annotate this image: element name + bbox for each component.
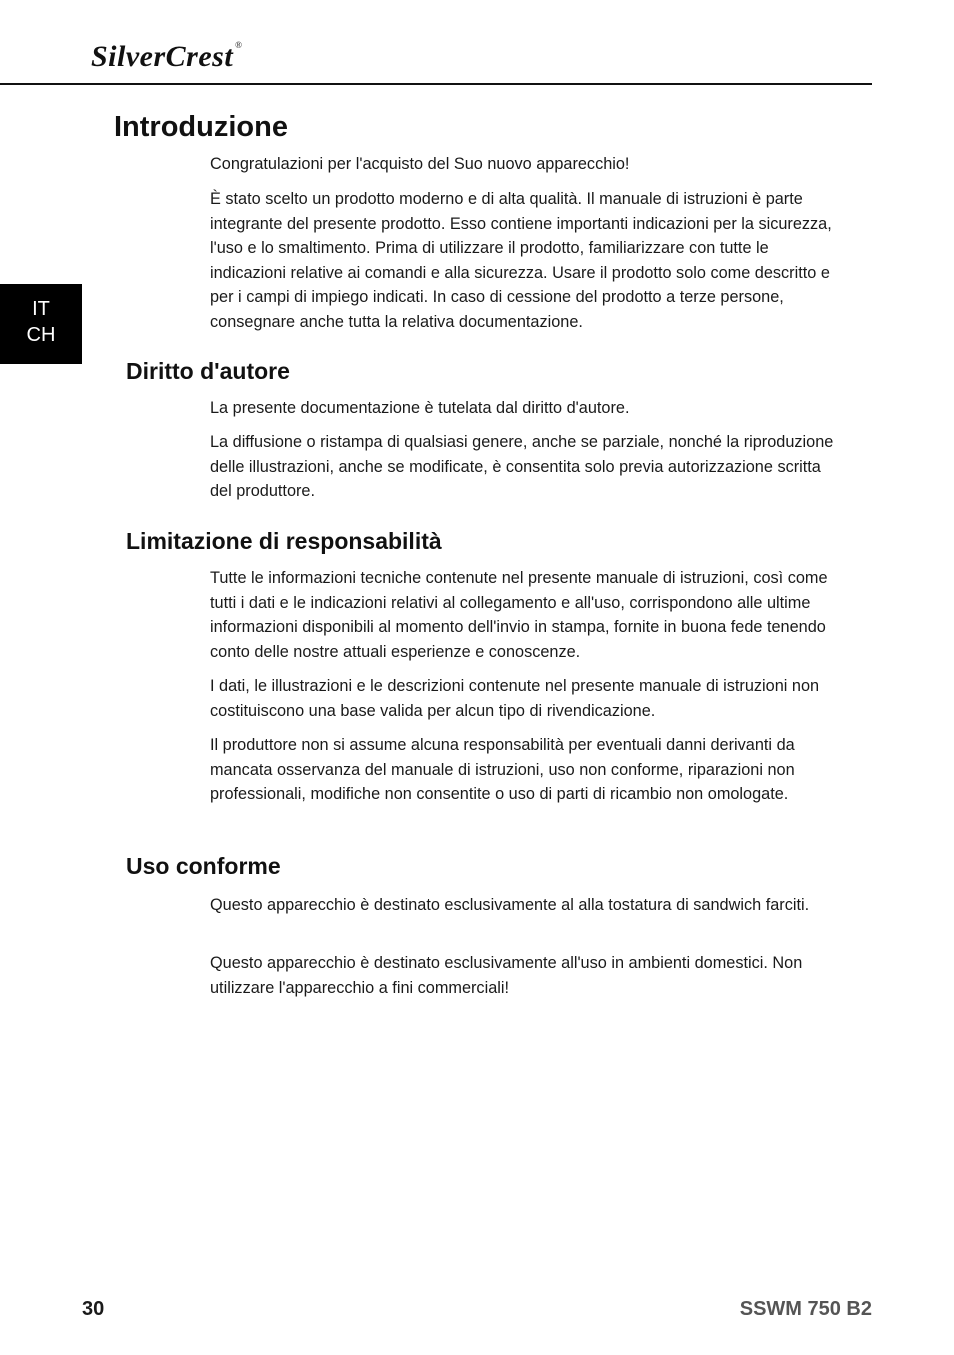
brand-name: SilverCrest <box>91 40 234 73</box>
header-divider <box>0 83 872 85</box>
liability-paragraph-1: Tutte le informazioni tecniche contenute nel presente manuale di istruzioni, così come tutti i dati e le indicazioni relativi al collegamento e all'uso, corrispondono alle ultime informazioni disponibili al momento dell'invio in stampa, fornite in buona fede tenendo conto delle nostre attuali esperienze e conoscenze. <box>210 569 828 661</box>
intro-paragraph-1: Congratulazioni per l'acquisto del Suo nuovo apparecchio! <box>210 155 630 173</box>
brand-logo <box>91 40 243 74</box>
section-title-introduction: Introduzione <box>114 111 288 143</box>
registered-mark: ® <box>235 40 243 50</box>
liability-paragraph-3: Il produttore non si assume alcuna responsabilità per eventuali danni derivanti da mancata osservanza del manuale di istruzioni, uso non conforme, riparazioni non professionali, modifiche non consentite o uso di parti di ricambio non omologate. <box>210 736 795 804</box>
intro-paragraph-2: È stato scelto un prodotto moderno e di alta qualità. Il manuale di istruzioni è parte integrante del presente prodotto. Esso contiene importanti indicazioni per la sicurezza, l'uso e lo smaltimento. Prima di utilizzare il prodotto, familiarizzare con tutte le indicazioni relative ai comandi e alla sicurezza. Usare il prodotto solo come descritto e per i campi di impiego indicati. In caso di cessione del prodotto a terze persone, consegnare anche tutta la relativa documentazione. <box>210 190 832 331</box>
language-code-ch: CH <box>26 324 56 346</box>
language-code-it: IT <box>32 298 50 320</box>
model-number: SSWM 750 B2 <box>739 1298 872 1320</box>
section-title-copyright: Diritto d'autore <box>126 358 290 384</box>
section-title-liability: Limitazione di responsabilità <box>126 528 442 554</box>
copyright-paragraph-2: La diffusione o ristampa di qualsiasi genere, anche se parziale, nonché la riproduzione delle illustrazioni, anche se modificate, è consentita solo previa autorizzazione scritta del produttore. <box>210 433 834 501</box>
intended-use-paragraph-2: Questo apparecchio è destinato esclusivamente all'uso in ambienti domestici. Non utilizzare l'apparecchio a fini commerciali! <box>210 954 803 997</box>
section-title-intended-use: Uso conforme <box>126 853 281 879</box>
language-tab <box>0 284 82 364</box>
intended-use-paragraph-1: Questo apparecchio è destinato esclusivamente al alla tostatura di sandwich farciti. <box>210 896 810 914</box>
copyright-paragraph-1: La presente documentazione è tutelata dal diritto d'autore. <box>210 399 630 417</box>
liability-paragraph-2: I dati, le illustrazioni e le descrizioni contenute nel presente manuale di istruzioni non costituiscono una base valida per alcun tipo di rivendicazione. <box>210 677 820 720</box>
page-number: 30 <box>82 1298 105 1320</box>
